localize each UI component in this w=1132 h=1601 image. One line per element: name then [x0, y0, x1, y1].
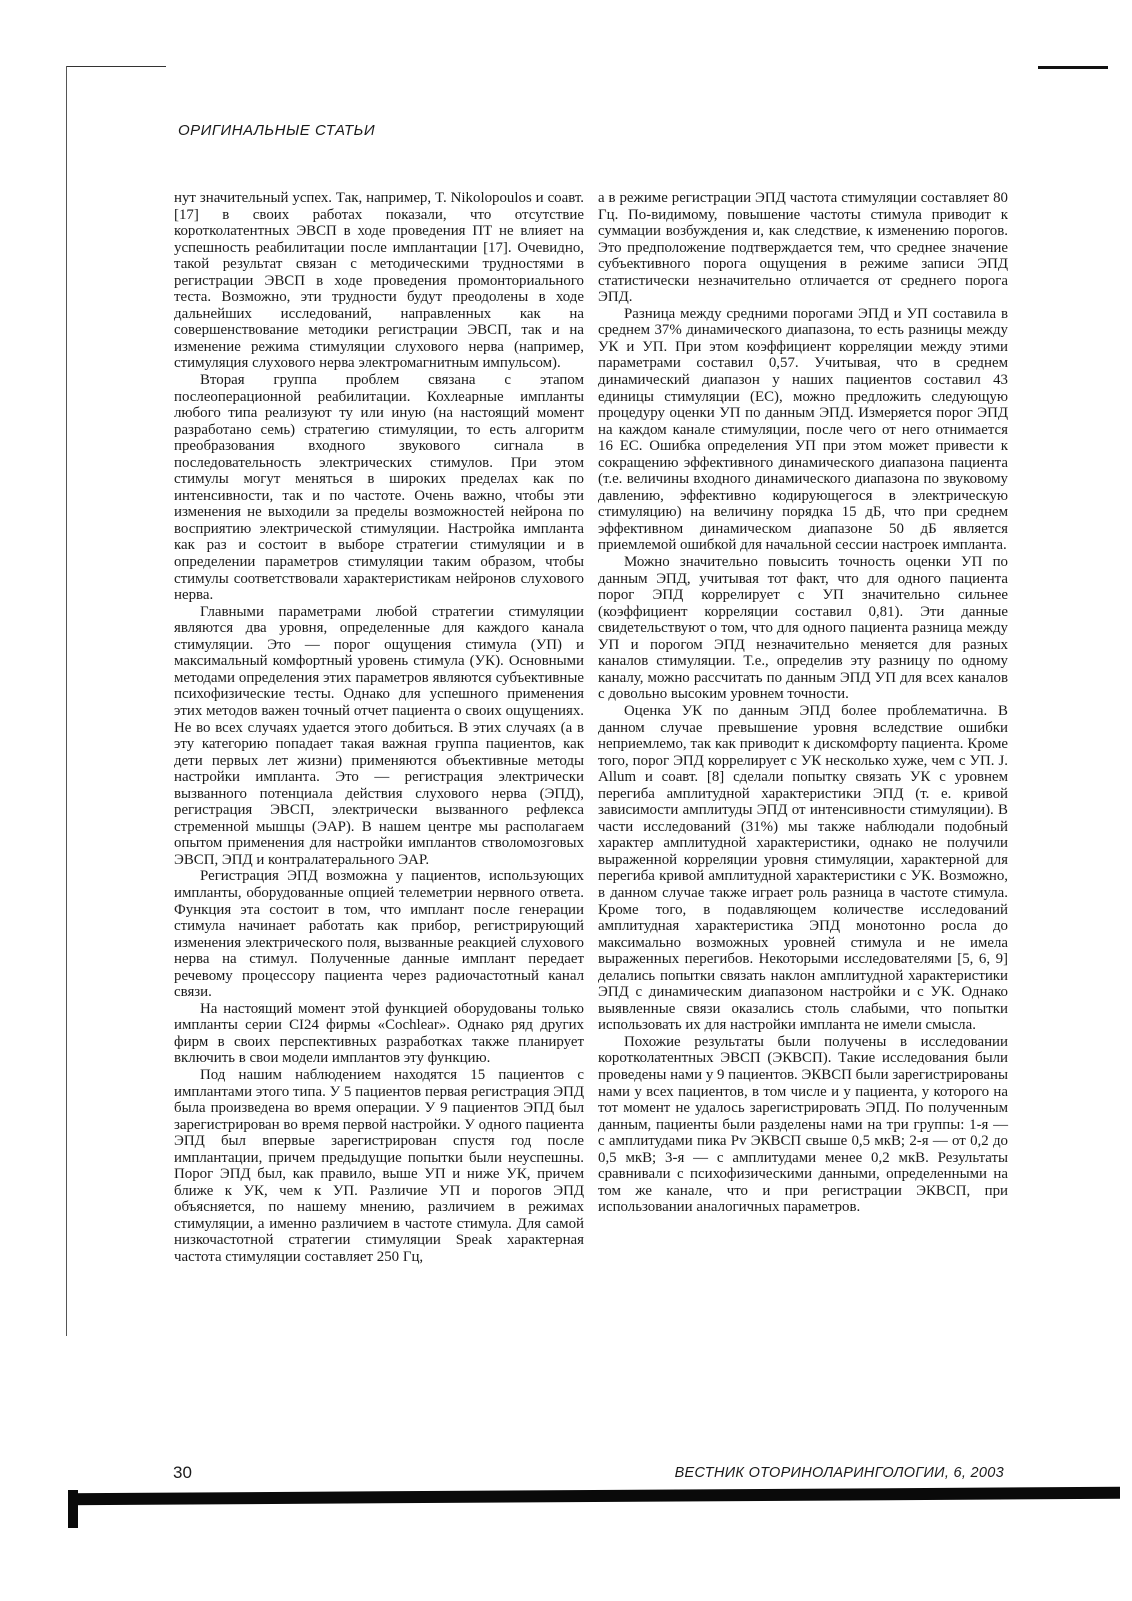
crop-mark-left-vertical [66, 66, 67, 1336]
paragraph: Главными параметрами любой стратегии стимуляции являются два уровня, определенные для каждого канала стимуляции. Это — порог ощущения стимула (УП) и максимальный комфортный уровень стимула (УК). Основными методами определения этих параметров являются субъективные психофизические тесты. Однако для успешного применения этих методов важен точный отчет пациента о своих ощущениях. Не во всех случаях удается этого добиться. В этих случаях (а в эту категорию попадает такая важная группа пациентов, как дети первых лет жизни) применяются объективные методы настройки импланта. Это — регистрация электрически вызванного потенциала действия слухового нерва (ЭПД), регистрация ЭВСП, электрически вызванного рефлекса стременной мышцы (ЭАР). В нашем центре мы располагаем опытом применения для настройки имплантов стволомозговых ЭВСП, ЭПД и контралатерального ЭАР. [174, 603, 584, 868]
crop-mark-top-right [1038, 66, 1108, 69]
left-column [174, 190, 584, 1266]
paragraph: а в режиме регистрации ЭПД частота стимуляции составляет 80 Гц. По-видимому, повышение частоты стимула приводит к суммации возбуждения и, как следствие, к изменению порогов. Это предположение подтверждается тем, что среднее значение субъективного порога ощущения в режиме записи ЭПД статистически незначительно отличается от среднего порога ЭПД. [598, 190, 1008, 306]
section-title: ОРИГИНАЛЬНЫЕ СТАТЬИ [178, 122, 376, 139]
paragraph: Регистрация ЭПД возможна у пациентов, использующих импланты, оборудованные опцией телеметрии нервного ответа. Функция эта состоит в том, что имплант после генерации стимула начинает работать как прибор, регистрирующий изменения электрического поля, вызванные реакцией слухового нерва на стимул. Полученные данные имплант передает речевому процессору пациента через радиочастотный канал связи. [174, 868, 584, 1001]
bottom-scan-corner [68, 1490, 78, 1528]
bottom-scan-bar [68, 1487, 1120, 1505]
paragraph: Оценка УК по данным ЭПД более проблематична. В данном случае превышение уровня вследствие ошибки неприемлемо, так как приводит к дискомфорту пациента. Кроме того, порог ЭПД коррелирует с УК несколько хуже, чем с УП. J. Allum и соавт. [8] сделали попытку связать УК с уровнем перегиба амплитудной характеристики ЭПД (т. е. кривой зависимости амплитуды ЭПД от интенсивности стимуляции). В части исследований (31%) мы также наблюдали подобный характер амплитудной характеристики, однако не получили выраженной корреляции уровня стимуляции, характерной для перегиба кривой амплитудной характеристики с УК. Возможно, в данном случае также играет роль разница в частоте стимула. Кроме того, в подавляющем количестве исследований амплитудная характеристика ЭПД монотонно росла до максимально возможных уровней стимула и не имела выраженных перегибов. Некоторыми исследователями [5, 6, 9] делались попытки связать наклон амплитудной характеристики ЭПД с динамическим диапазоном настройки и с УК. Однако выявленные связи оказались столь слабыми, что попытки использовать их для настройки импланта не имели смысла. [598, 702, 1008, 1034]
paragraph: Вторая группа проблем связана с этапом послеоперационной реабилитации. Кохлеарные импланты любого типа реализуют ту или иную (на настоящий момент разработано семь) стратегию стимуляции, то есть алгоритм преобразования входного звукового сигнала в последовательность электрических стимулов. При этом стимулы могут меняться в широких пределах как по интенсивности, так и по частоте. Очень важно, чтобы эти изменения не выходили за пределы возможностей нейрона по восприятию электрической стимуляции. Настройка импланта как раз и состоит в выборе стратегии стимуляции и в определении параметров стимуляции таким образом, чтобы стимулы соответствовали характеристикам нейронов слухового нерва. [174, 372, 584, 604]
paragraph: нут значительный успех. Так, например, T. Nikolopoulos и соавт. [17] в своих работах показали, что отсутствие коротколатентных ЭВСП в ходе проведения ПТ не влияет на успешность реабилитации после имплантации [17]. Очевидно, такой результат связан с методическими трудностями в регистрации ЭВСП в ходе проведения промонториального теста. Возможно, эти трудности будут преодолены в ходе дальнейших исследований, направленных как на совершенствование методики регистрации ЭВСП, так и на изменение режима стимуляции слухового нерва (например, стимуляция слухового нерва электромагнитным импульсом). [174, 190, 584, 372]
journal-title: ВЕСТНИК ОТОРИНОЛАРИНГОЛОГИИ, 6, 2003 [674, 1465, 1004, 1481]
crop-mark-top-left-horizontal [66, 66, 166, 67]
page-number: 30 [173, 1463, 192, 1482]
paragraph: Под нашим наблюдением находятся 15 пациентов с имплантами этого типа. У 5 пациентов первая регистрация ЭПД была произведена во время операции. У 9 пациентов ЭПД был зарегистрирован во время первой настройки. У одного пациента ЭПД был впервые зарегистрирован спустя год после имплантации, причем предыдущие попытки были неуспешны. Порог ЭПД был, как правило, выше УП и ниже УК, причем ближе к УК, чем к УП. Различие УП и порогов ЭПД объясняется, по нашему мнению, различием в режимах стимуляции, а именно различием в частоте стимула. Для самой низкочастотной стратегии стимуляции Speak характерная частота стимуляции составляет 250 Гц, [174, 1066, 584, 1265]
paragraph: Можно значительно повысить точность оценки УП по данным ЭПД, учитывая тот факт, что для одного пациента порог ЭПД коррелирует с УП значительно сильнее (коэффициент корреляции составил 0,81). Эти данные свидетельствуют о том, что для одного пациента разница между УП и порогом ЭПД незначительно меняется для разных каналов стимуляции. Т.е., определив эту разницу по одному каналу, можно рассчитать по данным ЭПД УП для всех каналов с довольно высоким уровнем точности. [598, 554, 1008, 703]
paragraph: На настоящий момент этой функцией оборудованы только импланты серии CI24 фирмы «Cochlear». Однако ряд других фирм в своих перспективных разработках также планирует включить в свои модели имплантов эту функцию. [174, 1000, 584, 1067]
paragraph: Разница между средними порогами ЭПД и УП составила в среднем 37% динамического диапазона, то есть разницы между УК и УП. При этом коэффициент корреляции между этими параметрами составил 0,57. Учитывая, что в среднем динамический диапазон у наших пациентов составил 43 единицы стимуляции (ЕС), можно предложить следующую процедуру оценки УП по данным ЭПД. Измеряется порог ЭПД на каждом канале стимуляции, после чего от него отнимается 16 ЕС. Ошибка определения УП при этом может привести к сокращению эффективного динамического диапазона пациента (т.е. величины входного динамического диапазона по звуковому давлению, эффективно кодирующегося в электрическую стимуляцию) на величину порядка 15 дБ, что при среднем эффективном динамическом диапазоне 50 дБ является приемлемой ошибкой для начальной сессии настроек импланта. [598, 305, 1008, 554]
paragraph: Похожие результаты были получены в исследовании коротколатентных ЭВСП (ЭКВСП). Такие исследования были проведены нами у 9 пациентов. ЭКВСП были зарегистрированы нами у всех пациентов, в том числе и у пациента, у которого на тот момент не удалось зарегистрировать ЭПД. По полученным данным, пациенты были разделены нами на три группы: 1-я — с амплитудами пика Pv ЭКВСП свыше 0,5 мкВ; 2-я — от 0,2 до 0,5 мкВ; 3-я — с амплитудами менее 0,2 мкВ. Результаты сравнивали с психофизическими данными, определенными на том же канале, что и при регистрации ЭКВСП, при использовании аналогичных параметров. [598, 1033, 1008, 1216]
right-column [598, 190, 1008, 1216]
